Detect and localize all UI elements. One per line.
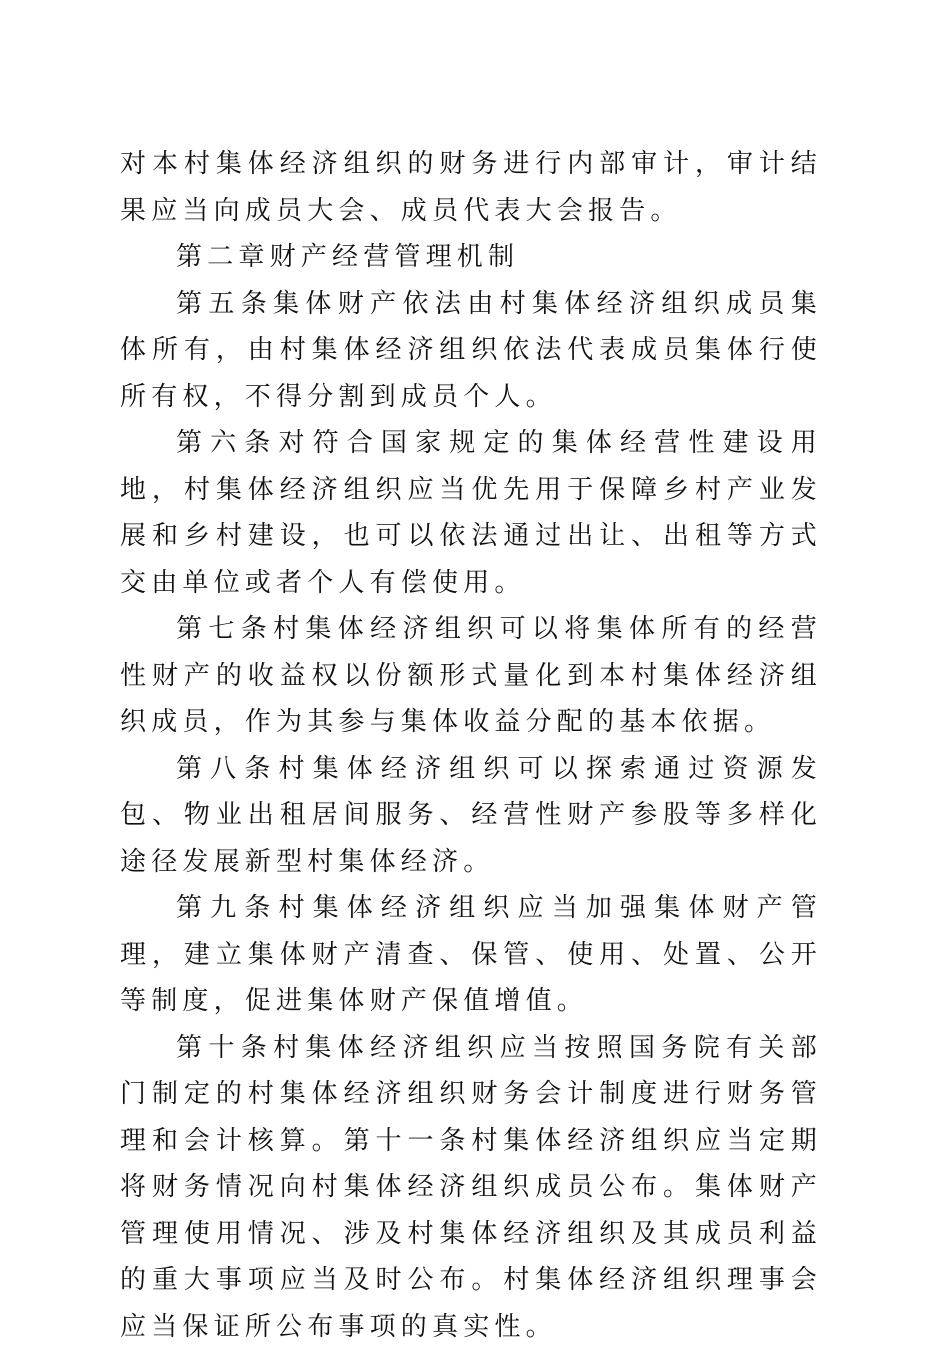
- article-8: 第八条村集体经济组织可以探索通过资源发包、物业出租居间服务、经营性财产参股等多样化途径发展新型村集体经济。: [120, 746, 822, 886]
- article-10-11: 第十条村集体经济组织应当按照国务院有关部门制定的村集体经济组织财务会计制度进行财务管理和会计核算。第十一条村集体经济组织应当定期将财务情况向村集体经济组织成员公布。集体财产管理使用情况、涉及村集体经济组织及其成员利益的重大事项应当及时公布。村集体经济组织理事会应当保证所公布事项的真实性。: [120, 1025, 822, 1350]
- paragraph-audit-report: 对本村集体经济组织的财务进行内部审计，审计结果应当向成员大会、成员代表大会报告。: [120, 141, 822, 234]
- document-body: [120, 141, 822, 1350]
- article-5: 第五条集体财产依法由村集体经济组织成员集体所有，由村集体经济组织依法代表成员集体行使所有权，不得分割到成员个人。: [120, 281, 822, 421]
- article-6: 第六条对符合国家规定的集体经营性建设用地，村集体经济组织应当优先用于保障乡村产业发展和乡村建设，也可以依法通过出让、出租等方式交由单位或者个人有偿使用。: [120, 420, 822, 606]
- chapter-heading: 第二章财产经营管理机制: [120, 234, 822, 281]
- article-7: 第七条村集体经济组织可以将集体所有的经营性财产的收益权以份额形式量化到本村集体经济组织成员，作为其参与集体收益分配的基本依据。: [120, 606, 822, 746]
- article-9: 第九条村集体经济组织应当加强集体财产管理，建立集体财产清查、保管、使用、处置、公开等制度，促进集体财产保值增值。: [120, 885, 822, 1025]
